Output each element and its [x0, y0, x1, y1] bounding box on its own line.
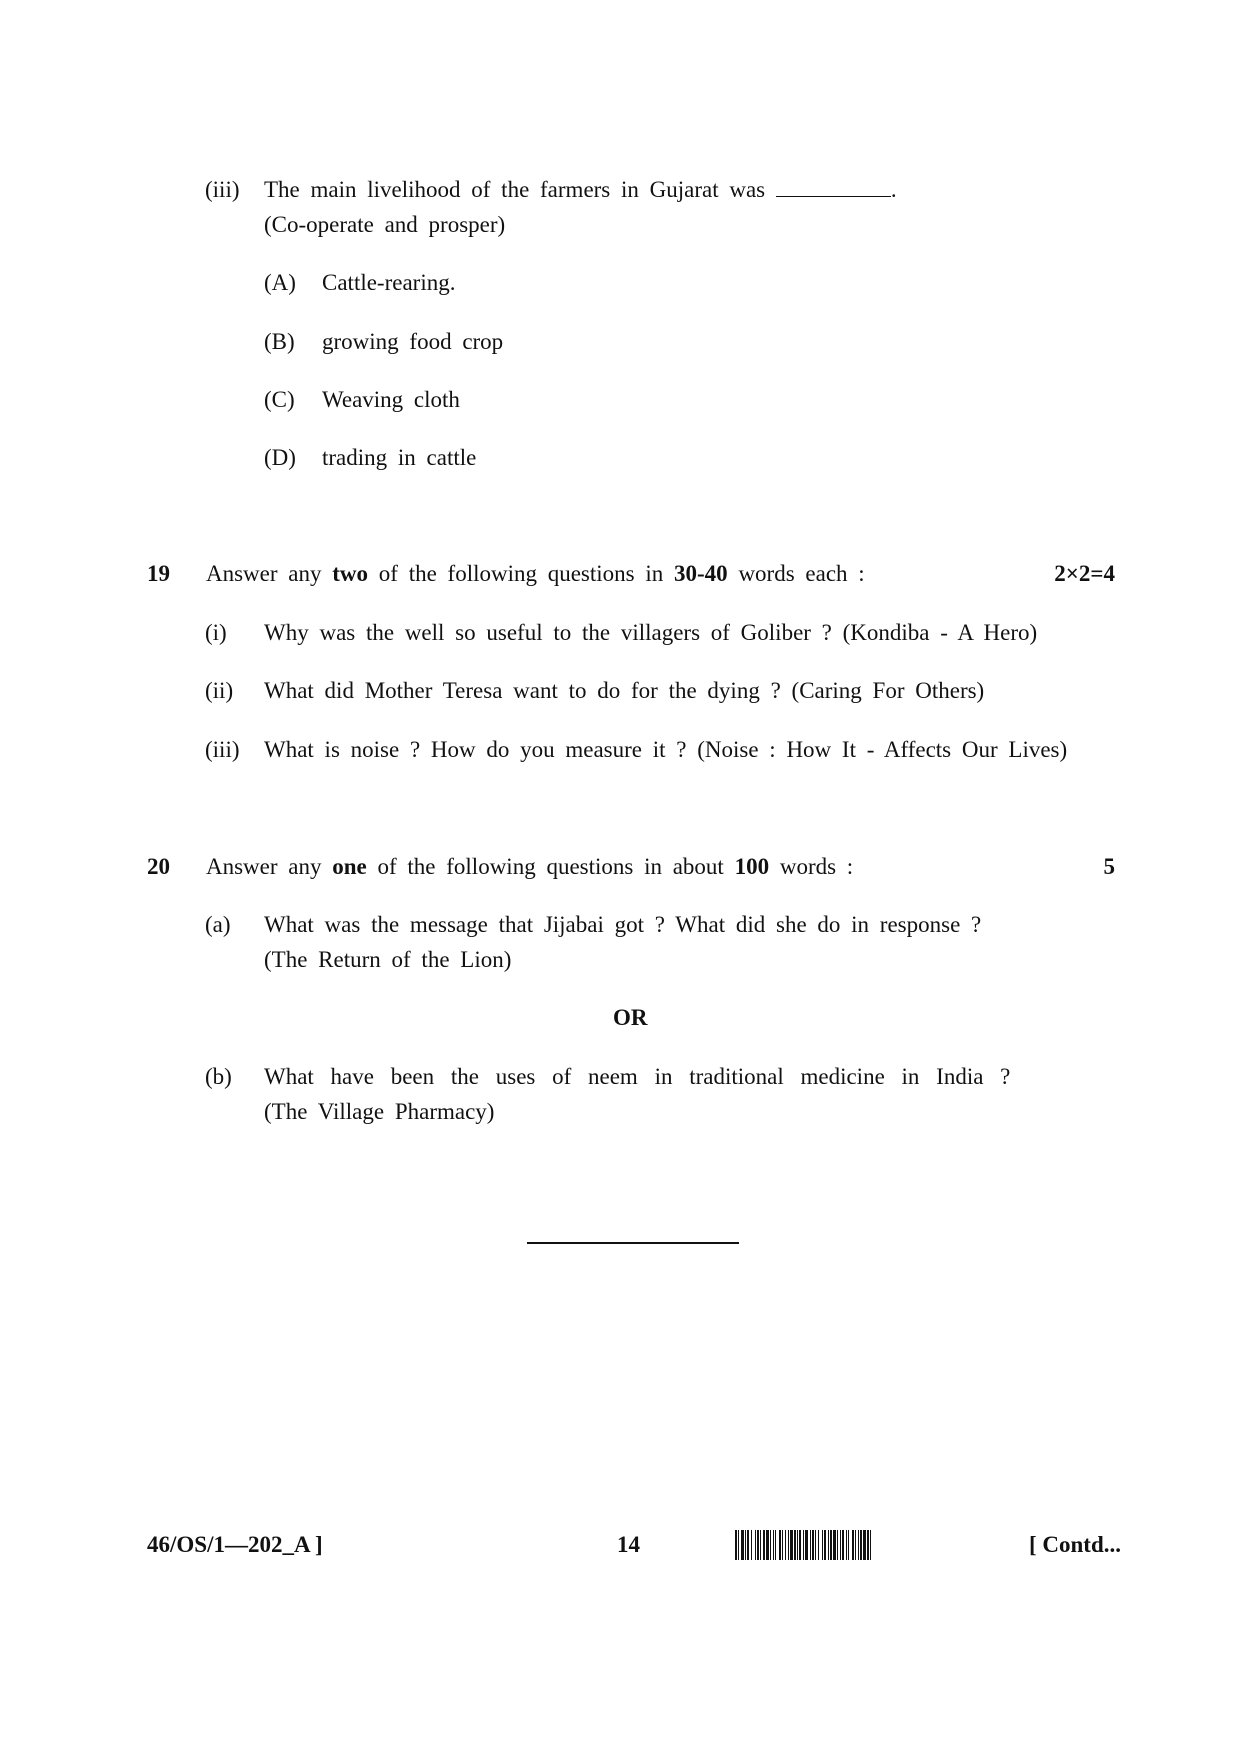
q20-number: 20: [147, 854, 170, 879]
option-a-text: Cattle-rearing.: [322, 270, 456, 295]
q18-iii-end: .: [890, 177, 897, 202]
option-a-label: (A): [264, 270, 296, 295]
q20-b-label: (b): [205, 1064, 232, 1089]
barcode: [735, 1530, 1003, 1560]
option-c-label: (C): [264, 387, 295, 412]
q19-ii-label: (ii): [205, 678, 234, 703]
end-rule: [527, 1242, 739, 1244]
or-separator: OR: [613, 1005, 648, 1030]
q19-i-label: (i): [205, 620, 227, 645]
q19-iii-text: What is noise ? How do you measure it ? (Noise : How It - Affects Our Lives): [264, 737, 1068, 762]
q20-instruction: [206, 854, 853, 880]
q19-bold-count: two: [332, 561, 369, 586]
q18-iii-label: (iii): [205, 177, 240, 202]
q20-b-source: (The Village Pharmacy): [264, 1099, 495, 1124]
q18-iii-source: (Co-operate and prosper): [264, 212, 506, 237]
q19-iii-label: (iii): [205, 737, 240, 762]
option-b-label: (B): [264, 329, 295, 354]
q19-bold-words: 30-40: [674, 561, 728, 586]
q20-marks: 5: [1103, 854, 1115, 879]
q19-number: 19: [147, 561, 170, 586]
option-b-text: growing food crop: [322, 329, 504, 354]
q20-a-source: (The Return of the Lion): [264, 947, 512, 972]
q20-a-label: (a): [205, 912, 231, 937]
q18-iii-text: [264, 177, 897, 203]
q20-bold-words: 100: [734, 854, 770, 879]
q20-mid: of the following questions in about: [377, 854, 724, 879]
paper-code: 46/OS/1—202_A ]: [147, 1532, 323, 1557]
option-c-text: Weaving cloth: [322, 387, 460, 412]
contd-label: [ Contd...: [1028, 1532, 1121, 1557]
page-number: 14: [617, 1532, 640, 1557]
q19-pre: Answer any: [206, 561, 322, 586]
option-d-text: trading in cattle: [322, 445, 477, 470]
q19-post: words each :: [738, 561, 865, 586]
option-d-label: (D): [264, 445, 296, 470]
q19-instruction: [206, 561, 865, 587]
q19-marks: 2×2=4: [1054, 561, 1115, 586]
q19-i-text: Why was the well so useful to the villagers of Goliber ? (Kondiba - A Hero): [264, 620, 1038, 645]
q20-b-text: What have been the uses of neem in traditional medicine in India ?: [264, 1064, 1011, 1089]
q20-bold-count: one: [332, 854, 367, 879]
q19-ii-text: What did Mother Teresa want to do for the dying ? (Caring For Others): [264, 678, 985, 703]
q20-pre: Answer any: [206, 854, 322, 879]
answer-blank: [776, 178, 891, 197]
q20-post: words :: [779, 854, 854, 879]
q18-iii-question: The main livelihood of the farmers in Gujarat was: [264, 177, 766, 202]
q20-a-text: What was the message that Jijabai got ? What did she do in response ?: [264, 912, 982, 937]
barcode-bar: [871, 1530, 873, 1560]
q19-mid: of the following questions in: [378, 561, 664, 586]
